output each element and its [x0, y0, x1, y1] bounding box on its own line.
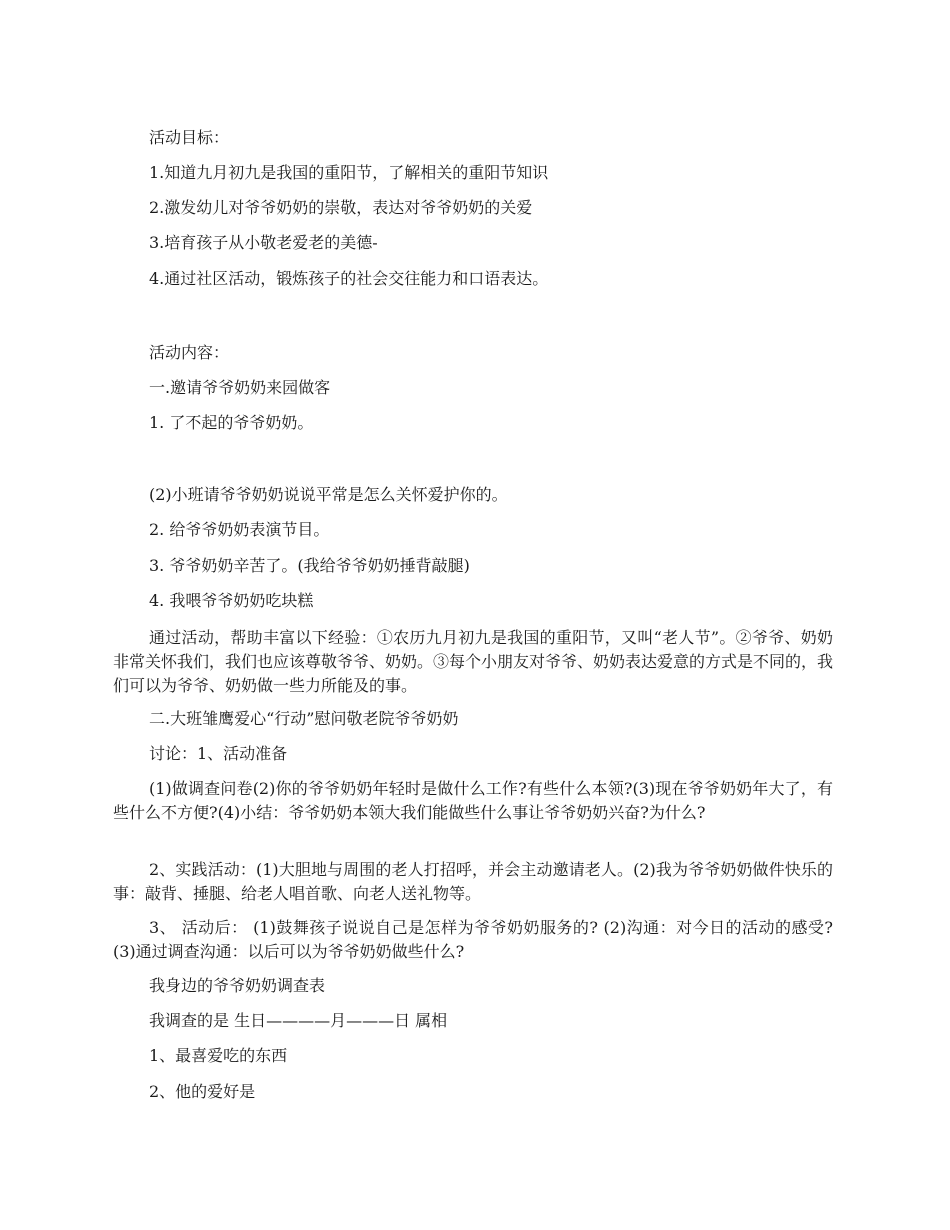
content-heading: 活动内容： [149, 343, 230, 362]
section2-practice: 2、实践活动：(1)大胆地与周围的老人打招呼，并会主动邀请老人。(2)我为爷爷奶奶做件快乐的事：敲背、捶腿、给老人唱首歌、向老人送礼物等。 [113, 860, 833, 903]
section1-summary: 通过活动，帮助丰富以下经验：①农历九月初九是我国的重阳节，又叫“老人节”。②爷爷、奶奶非常关怀我们，我们也应该尊敬爷爷、奶奶。③每个小朋友对爷爷、奶奶表达爱意的方式是不同的，我们可以为爷爷、奶奶做一些力所能及的事。 [113, 628, 834, 695]
section1-item: 4. 我喂爷爷奶奶吃块糕 [149, 591, 314, 610]
goals-heading: 活动目标： [149, 128, 230, 147]
survey-item: 2、他的爱好是 [149, 1082, 256, 1101]
goal-item: 3.培育孩子从小敬老爱老的美德- [149, 233, 378, 252]
section2-prep: (1)做调查问卷(2)你的爷爷奶奶年轻时是做什么工作?有些什么本领?(3)现在爷爷奶奶年大了，有些什么不方便?(4)小结：爷爷奶奶本领大我们能做些什么事让爷爷奶奶兴奋?为什么? [113, 779, 833, 822]
goal-item: 4.通过社区活动，锻炼孩子的社会交往能力和口语表达。 [149, 269, 549, 288]
survey-title: 我身边的爷爷奶奶调查表 [149, 976, 326, 995]
section2-discussion: 讨论：1、活动准备 [149, 744, 288, 763]
section1-item: 1. 了不起的爷爷奶奶。 [149, 413, 314, 432]
section2-title: 二.大班雏鹰爱心“行动”慰问敬老院爷爷奶奶 [149, 709, 459, 728]
survey-line: 我调查的是 生日————月———日 属相 [149, 1011, 448, 1030]
section1-title: 一.邀请爷爷奶奶来园做客 [149, 378, 331, 397]
section1-item: (2)小班请爷爷奶奶说说平常是怎么关怀爱护你的。 [149, 485, 508, 504]
survey-item: 1、最喜爱吃的东西 [149, 1046, 288, 1065]
section2-after: 3、 活动后： (1)鼓舞孩子说说自己是怎样为爷爷奶奶服务的? (2)沟通：对今日的活动的感受? (3)通过调查沟通：以后可以为爷爷奶奶做些什么? [113, 918, 833, 961]
goal-item: 2.激发幼儿对爷爷奶奶的崇敬，表达对爷爷奶奶的关爱 [149, 198, 533, 217]
section1-item: 3. 爷爷奶奶辛苦了。(我给爷爷奶奶捶背敲腿) [149, 556, 470, 575]
section1-item: 2. 给爷爷奶奶表演节目。 [149, 520, 330, 539]
goal-item: 1.知道九月初九是我国的重阳节，了解相关的重阳节知识 [149, 163, 549, 182]
